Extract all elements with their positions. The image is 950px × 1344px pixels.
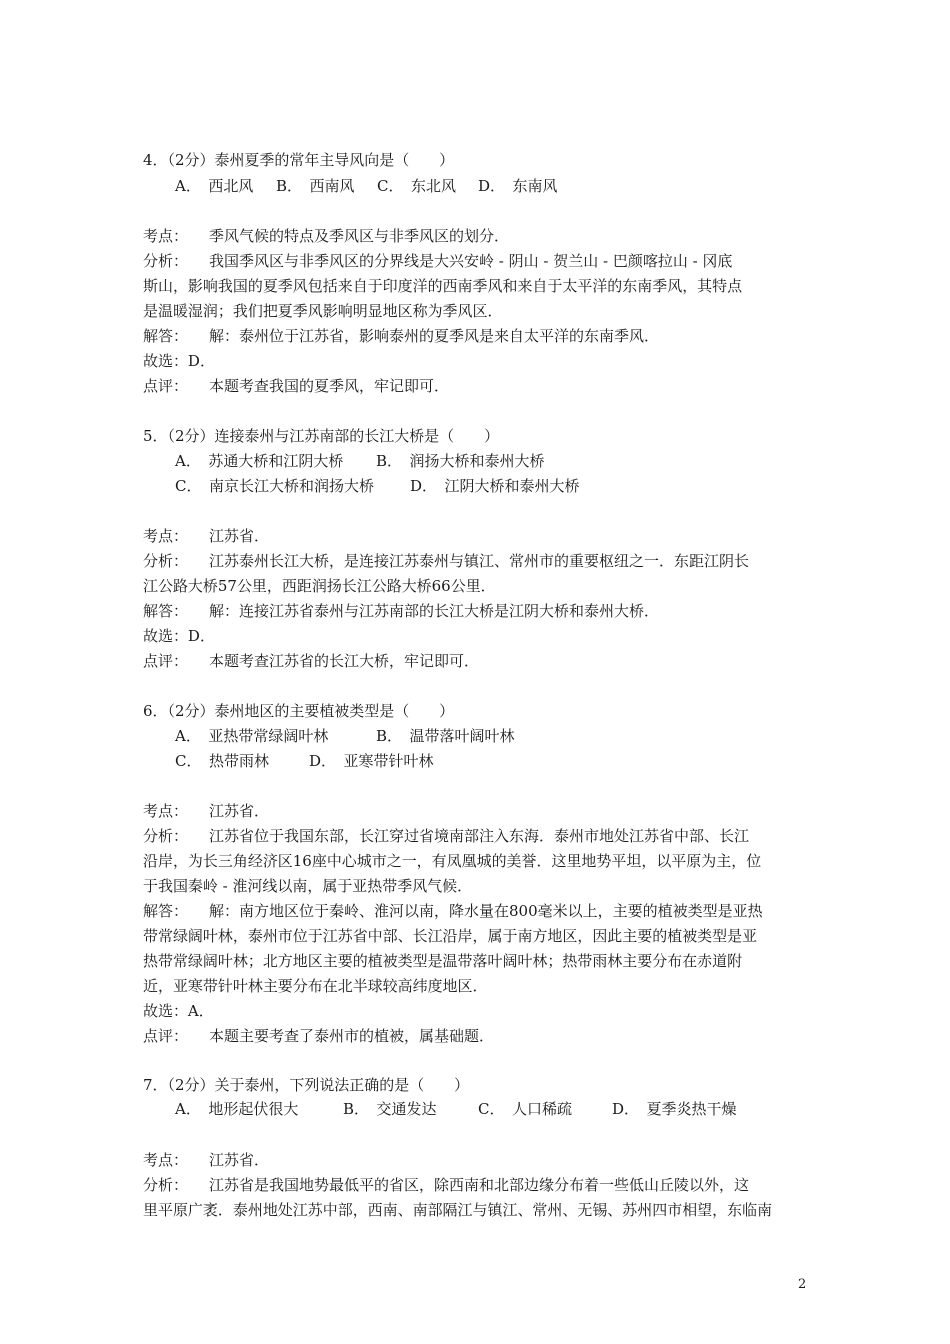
question-4-stem: 4．（2分）泰州夏季的常年主导风向是（ ） <box>143 151 455 169</box>
q6-kaodian-label: 考点： <box>143 802 189 820</box>
q6-jieda-label: 解答： <box>143 902 189 920</box>
q5-option-a: A． 苏通大桥和江阴大桥 <box>175 452 344 470</box>
q4-dianping-text: 本题考查我国的夏季风，牢记即可． <box>209 377 450 395</box>
q4-fenxi-line-3: 是温暖湿润；我们把夏季风影响明显地区称为季风区． <box>143 302 503 320</box>
q5-answer: 故选：D． <box>143 627 215 645</box>
question-6-stem: 6．（2分）泰州地区的主要植被类型是（ ） <box>143 702 455 720</box>
q6-jieda-line-4: 近，亚寒带针叶林主要分布在北半球较高纬度地区． <box>143 977 488 995</box>
q5-jieda-text: 解：连接江苏省泰州与江苏南部的长江大桥是江阴大桥和泰州大桥． <box>209 602 660 620</box>
q6-fenxi-line-1: 江苏省位于我国东部，长江穿过省境南部注入东海．泰州市地处江苏省中部、长江 <box>209 827 750 845</box>
q6-jieda-line-3: 热带常绿阔叶林；北方地区主要的植被类型是温带落叶阔叶林；热带雨林主要分布在赤道附 <box>143 952 743 970</box>
q7-option-c: C． 人口稀疏 <box>478 1100 572 1118</box>
q6-jieda-line-2: 带常绿阔叶林，泰州市位于江苏省中部、长江沿岸，属于南方地区，因此主要的植被类型是亚 <box>143 927 758 945</box>
question-7-stem: 7．（2分）关于泰州，下列说法正确的是（ ） <box>143 1076 470 1094</box>
q4-jieda-text: 解：泰州位于江苏省，影响泰州的夏季风是来自太平洋的东南季风． <box>209 327 660 345</box>
q5-option-d: D． 江阴大桥和泰州大桥 <box>410 477 580 495</box>
q4-option-b: B． 西南风 <box>276 177 355 195</box>
q7-kaodian-label: 考点： <box>143 1151 189 1169</box>
q6-fenxi-line-2: 沿岸，为长三角经济区16座中心城市之一，有凤凰城的美誉．这里地势平坦，以平原为主，位 <box>143 852 762 870</box>
q6-option-b: B． 温带落叶阔叶林 <box>376 727 515 745</box>
q5-fenxi-line-2: 江公路大桥57公里，西距润扬长江公路大桥66公里． <box>143 577 496 595</box>
q4-option-c: C． 东北风 <box>377 177 456 195</box>
q4-dianping-label: 点评： <box>143 377 189 395</box>
q6-option-c: C． 热带雨林 <box>175 752 269 770</box>
q5-fenxi-line-1: 江苏泰州长江大桥，是连接江苏泰州与镇江、常州市的重要枢纽之一．东距江阴长 <box>209 552 750 570</box>
q7-option-b: B． 交通发达 <box>343 1100 437 1118</box>
q7-option-d: D． 夏季炎热干燥 <box>612 1100 737 1118</box>
q7-fenxi-line-1: 江苏省是我国地势最低平的省区，除西南和北部边缘分布着一些低山丘陵以外，这 <box>209 1176 750 1194</box>
page-number: 2 <box>798 1277 807 1292</box>
q5-option-b: B． 润扬大桥和泰州大桥 <box>376 452 545 470</box>
q4-kaodian-label: 考点： <box>143 227 189 245</box>
q7-kaodian-text: 江苏省． <box>209 1151 270 1169</box>
q6-fenxi-line-3: 于我国秦岭 - 淮河线以南，属于亚热带季风气候． <box>143 877 473 895</box>
q5-kaodian-text: 江苏省． <box>209 527 270 545</box>
q4-option-a: A． 西北风 <box>175 177 254 195</box>
q4-fenxi-line-2: 斯山，影响我国的夏季风包括来自于印度洋的西南季风和来自于太平洋的东南季风，其特点 <box>143 277 743 295</box>
q4-option-d: D． 东南风 <box>478 177 558 195</box>
q5-option-c: C． 南京长江大桥和润扬大桥 <box>175 477 374 495</box>
q6-dianping-text: 本题主要考查了泰州市的植被，属基础题． <box>209 1027 495 1045</box>
q5-dianping-text: 本题考查江苏省的长江大桥，牢记即可． <box>209 652 480 670</box>
q7-fenxi-line-2: 里平原广袤．泰州地处江苏中部，西南、南部隔江与镇江、常州、无锡、苏州四市相望，东临南 <box>143 1201 773 1219</box>
q6-fenxi-label: 分析： <box>143 827 189 845</box>
q6-kaodian-text: 江苏省． <box>209 802 270 820</box>
q4-fenxi-label: 分析： <box>143 252 189 270</box>
q4-jieda-label: 解答： <box>143 327 189 345</box>
q4-fenxi-line-1: 我国季风区与非季风区的分界线是大兴安岭 - 阴山 - 贺兰山 - 巴颜喀拉山 - 冈底 <box>209 252 733 270</box>
q5-jieda-label: 解答： <box>143 602 189 620</box>
q4-answer: 故选：D． <box>143 352 215 370</box>
q6-jieda-line-1: 解：南方地区位于秦岭、淮河以南，降水量在800毫米以上，主要的植被类型是亚热 <box>209 902 763 920</box>
q7-option-a: A． 地形起伏很大 <box>175 1100 299 1118</box>
question-5-stem: 5．（2分）连接泰州与江苏南部的长江大桥是（ ） <box>143 427 500 445</box>
q5-fenxi-label: 分析： <box>143 552 189 570</box>
q6-option-a: A． 亚热带常绿阔叶林 <box>175 727 329 745</box>
q7-fenxi-label: 分析： <box>143 1176 189 1194</box>
q6-answer: 故选：A． <box>143 1002 214 1020</box>
q6-option-d: D． 亚寒带针叶林 <box>309 752 434 770</box>
q4-kaodian-text: 季风气候的特点及季风区与非季风区的划分． <box>209 227 510 245</box>
q6-dianping-label: 点评： <box>143 1027 189 1045</box>
q5-dianping-label: 点评： <box>143 652 189 670</box>
q5-kaodian-label: 考点： <box>143 527 189 545</box>
